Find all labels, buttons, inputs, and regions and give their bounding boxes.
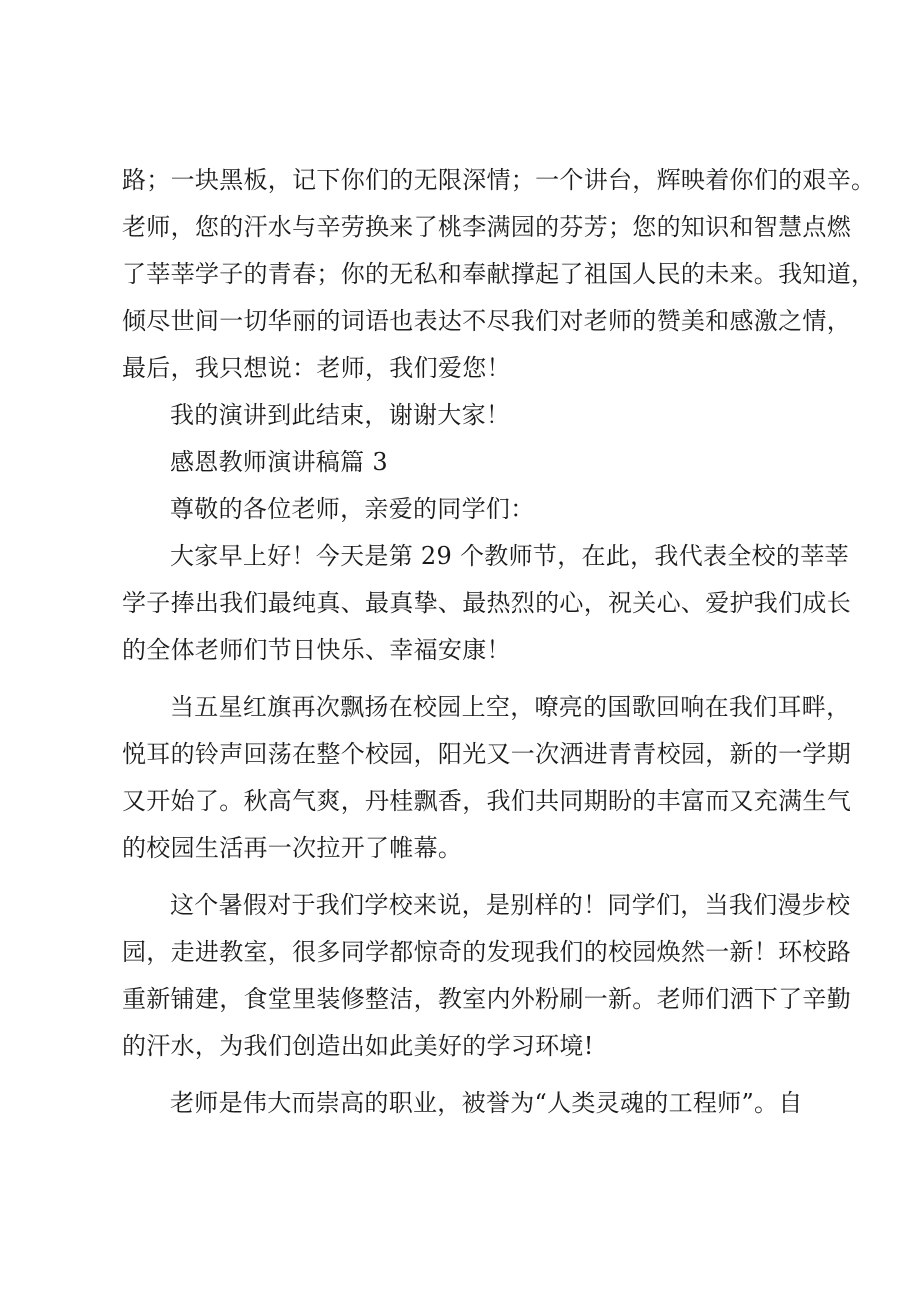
text-line: 园，走进教室，很多同学都惊奇的发现我们的校园焕然一新！环校路 [122,938,851,966]
document-body [122,157,876,1127]
text-line: 倾尽世间一切华丽的词语也表达不尽我们对老师的赞美和感激之情， [122,307,851,335]
text-line: 重新铺建，食堂里装修整洁，教室内外粉刷一新。老师们洒下了辛勤 [122,985,851,1013]
text-line: 学子捧出我们最纯真、最真挚、最热烈的心，祝关心、爱护我们成长 [122,589,851,617]
text-line: 最后，我只想说：老师，我们爱您！ [122,354,511,382]
text-line: 的汗水，为我们创造出如此美好的学习环境! [122,1032,594,1060]
text-line: 路；一块黑板，记下你们的无限深情；一个讲台，辉映着你们的艰辛。 [122,166,876,194]
text-line: 老师，您的汗水与辛劳换来了桃李满园的芬芳；您的知识和智慧点燃 [122,213,851,241]
text-line: 的全体老师们节日快乐、幸福安康！ [122,636,511,664]
text-line: 老师是伟大而崇高的职业，被誉为“人类灵魂的工程师”。自 [170,1089,803,1117]
salutation: 尊敬的各位老师，亲爱的同学们： [170,495,535,523]
text-line: 我的演讲到此结束，谢谢大家！ [170,401,511,429]
text-line: 又开始了。秋高气爽，丹桂飘香，我们共同期盼的丰富而又充满生气 [122,787,851,815]
text-line: 这个暑假对于我们学校来说，是别样的！同学们，当我们漫步校 [170,891,851,919]
text-line: 当五星红旗再次飘扬在校园上空，嘹亮的国歌回响在我们耳畔， [170,693,851,721]
text-line: 的校园生活再一次拉开了帷幕。 [122,834,463,862]
text-line: 悦耳的铃声回荡在整个校园，阳光又一次洒进青青校园，新的一学期 [122,740,851,768]
section-heading: 感恩教师演讲稿篇 3 [170,448,388,476]
text-line: 大家早上好！今天是第 29 个教师节，在此，我代表全校的莘莘 [170,542,849,570]
text-line: 了莘莘学子的青春；你的无私和奉献撑起了祖国人民的未来。我知道， [122,260,876,288]
